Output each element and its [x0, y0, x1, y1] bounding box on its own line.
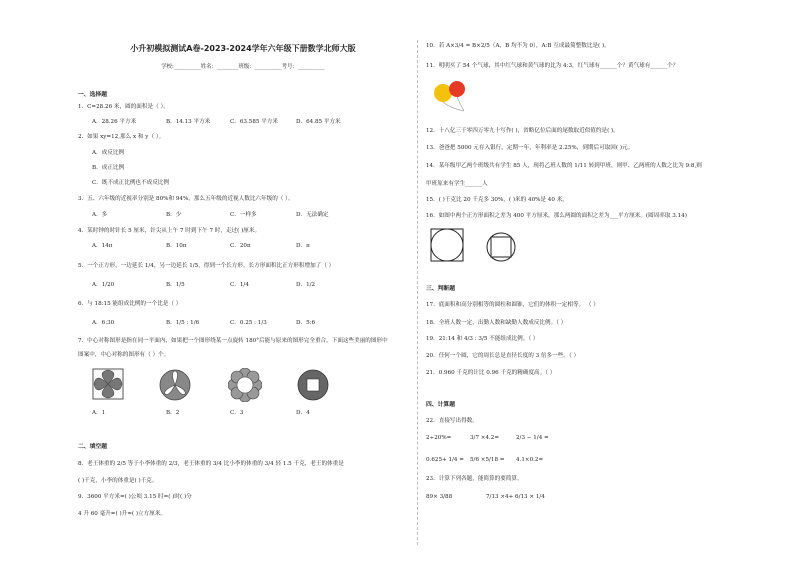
question-8-line2: ( )千克，小李的体重是( )千克。	[78, 478, 158, 484]
q7-option-b: B．2	[166, 410, 180, 416]
question-12: 12．十八亿三千零四万零九十写作( )，省略亿位后面的尾数取近似值约是( )。	[426, 128, 619, 134]
balloon-icon	[430, 78, 478, 114]
q5-option-b: B．1/5	[166, 282, 185, 288]
q1-option-c: C．63.585 平方米	[230, 119, 279, 125]
three-petal-icon	[158, 368, 192, 402]
question-2: 2．如果 xy=12,那么 x 和 y（ ）。	[78, 134, 165, 140]
q3-option-d: D．无法确定	[296, 212, 329, 218]
q6-option-d: D．5:6	[296, 320, 316, 326]
question-14-line2: 甲班原来有学生______人	[426, 181, 488, 187]
q3-option-a: A．多	[92, 212, 108, 218]
question-22: 22．直接写出得数。	[426, 418, 478, 424]
q7-option-d: D．4	[296, 410, 310, 416]
q1-option-d: D．64.85 平方米	[296, 119, 341, 125]
question-18: 18．全班人数一定，出勤人数和缺勤人数成反比例。（ ）	[426, 320, 567, 326]
calc-item: 7/13 ×4+ 6/13 × 1/4	[486, 494, 545, 500]
column-divider	[417, 40, 418, 545]
question-21: 21．0.960 千克的计比 0.96 千克的精确度高。（ ）	[426, 370, 556, 376]
q5-option-c: C．1/4	[230, 282, 249, 288]
question-11: 11．明明买了 54 个气球，其中红气球和黄气球的比为 4:3，红气球有______个？黄气球有______个？	[426, 63, 679, 69]
question-17: 17．底面积和高分别相等的圆柱和圆锥，它们的体积一定相等。 （ ）	[426, 302, 599, 308]
question-5: 5．一个正方形，一边延长 1/4，另一边延长 1/5，得到一个长方形。长方形面积比正方形积增加了（ ）	[78, 263, 335, 269]
calc-item: 2÷20%=	[426, 435, 452, 441]
question-9-line1: 9．3600 平方米=( )公顷 3.15 时=( )时( )分	[78, 494, 192, 500]
question-3: 3．五、六年级的近视率分别是 80%和 94%，那么五年级的近视人数比六年级的（ ）。	[78, 196, 294, 202]
q4-option-a: A．14π	[92, 243, 113, 249]
q2-option-b: B．成正比例	[92, 165, 125, 171]
q6-option-c: C．0.25 : 1/3	[230, 320, 267, 326]
question-13: 13．爸爸把 5000 元存入银行，定期一年，年利率是 2.25%，到期后可取回( )元。	[426, 145, 634, 151]
calc-item: 4.1×0.2=	[516, 457, 544, 463]
question-6: 6．与 18:15 能组成比例的一个比是（ ）	[78, 301, 182, 307]
calc-item: 89× 3/88	[426, 494, 453, 500]
section-choice: 一、选择题	[78, 92, 107, 98]
q3-option-c: C．一样多	[230, 212, 257, 218]
question-10: 10．若 A×3/4 = B×2/5（A，B 均不为 0），A:B 互成最简整数比是( )。	[426, 43, 610, 49]
question-4: 4．某时钟的时针长 5 厘米，针尖从上午 7 时到下午 7 时，走过( )厘米。	[78, 228, 261, 234]
q5-option-a: A．1/20	[92, 282, 115, 288]
q2-option-c: C．既不成正比例也不成反比例	[92, 180, 169, 186]
question-16: 16．如图中两个正方形面积之差为 400 平方厘米，那么两圆的面积之差为___平方厘米。(圆周率取 3.14)	[426, 213, 687, 219]
q3-option-b: B．少	[166, 212, 182, 218]
flower-icon	[92, 368, 124, 400]
q4-option-c: C．20π	[230, 243, 251, 249]
square-in-circle-icon	[486, 232, 516, 262]
question-1: 1．C=28.26 米，圆的面积是（ ）。	[78, 104, 169, 110]
question-23: 23．计算下列各题，能简算的要简算。	[426, 476, 523, 482]
question-19: 19．21:14 和 4/3 : 3/5 不能组成比例。（ ）	[426, 336, 539, 342]
question-7-line2: 图案中，中心对称的图形有（ ）个。	[78, 352, 170, 358]
question-14-line1: 14．某年级甲乙两个班级共有学生 85 人，现将乙班人数的 1/11 转到甲班，则甲、乙两班的人数之比为 9:8,则	[426, 163, 702, 169]
section-calculation: 四、计算题	[426, 402, 455, 408]
q4-option-b: B．10π	[166, 243, 187, 249]
q1-option-a: A．28.26 平方米	[92, 119, 137, 125]
ring-flower-icon	[228, 368, 262, 402]
question-9-line2: 4 升 60 毫升=( )升=( )立方厘米。	[78, 511, 167, 517]
calc-item: 3/7 ×4.2=	[470, 435, 500, 441]
question-8-line1: 8．老王体重的 2/5 等于小李体重的 2/3，老王体重的 3/4 比小李的体重的 3/4 轻 1.5 千克，老王的体重是	[78, 461, 344, 467]
q7-option-a: A．1	[92, 410, 106, 416]
section-fill-blank: 二、填空题	[78, 444, 107, 450]
q7-option-c: C．3	[230, 410, 244, 416]
question-20: 20．任何一个圆，它的周长总是直径长度的 3 倍多一些。（ ）	[426, 353, 580, 359]
coin-icon	[296, 368, 330, 402]
page-title: 小升初模拟测试A卷-2023-2024学年六年级下册数学北师大版	[130, 44, 356, 53]
q4-option-d: D．π	[296, 243, 310, 249]
q6-option-b: B．1/5 : 1/6	[166, 320, 200, 326]
section-judgment: 三、判断题	[426, 286, 455, 292]
student-info-line: 学校:__________姓名：________班级：__________考号：__________	[161, 64, 325, 70]
q1-option-b: B．14.13 平方米	[166, 119, 211, 125]
calc-item: 2/3 − 1/4 =	[516, 435, 549, 441]
q5-option-d: D．1/2	[296, 282, 316, 288]
question-15: 15．( )千克比 20 千克多 30%，( )米的 40%是 40 米。	[426, 197, 568, 203]
calc-item: 0.625+ 1/4 =	[426, 457, 464, 463]
circle-square-icon	[430, 228, 464, 262]
q2-option-a: A．成反比例	[92, 150, 125, 156]
question-7-line1: 7．中心对称图形是指在同一平面内，如果把一个图形绕某一点旋转 180°后能与原来的图形完全重合，下面这些美丽的图形中	[78, 338, 388, 344]
q6-option-a: A．6:30	[92, 320, 115, 326]
calc-item: 5/6 ×5/18 =	[470, 457, 505, 463]
